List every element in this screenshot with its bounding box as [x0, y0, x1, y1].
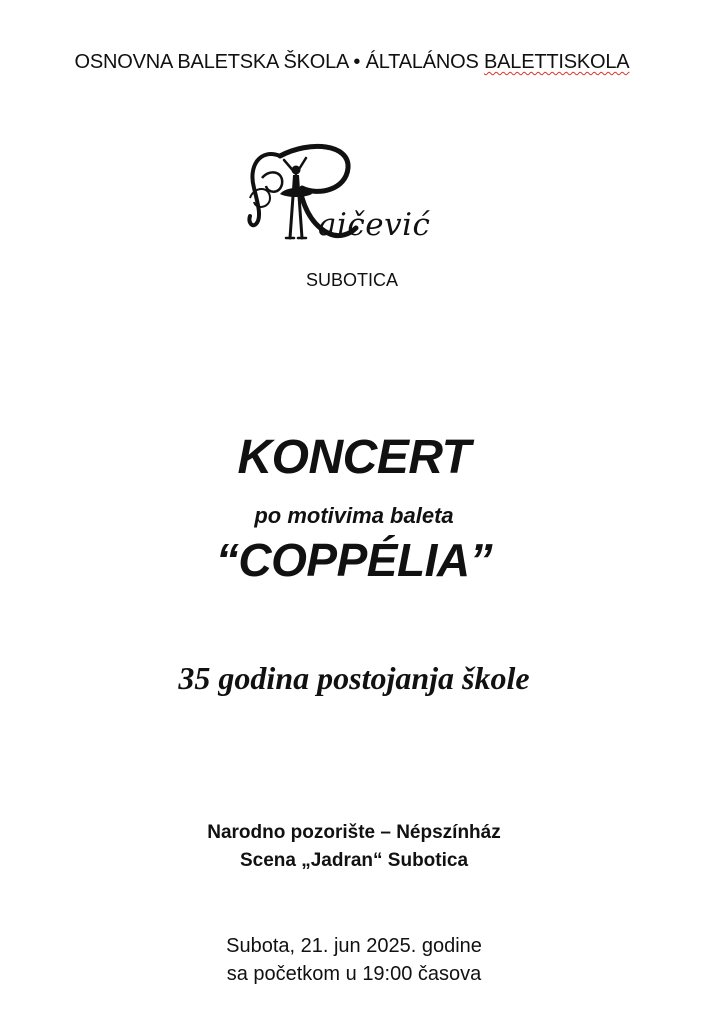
- anniversary-line: 35 godina postojanja škole: [178, 660, 530, 696]
- logo-wordmark: aičević: [318, 207, 431, 243]
- ballerina-legs: [290, 196, 302, 238]
- school-name-hungarian-word: BALETTISKOLA: [484, 51, 630, 73]
- concert-title: KONCERT: [237, 431, 471, 484]
- ballet-name: “COPPÉLIA”: [215, 534, 493, 586]
- ballerina-body: [292, 175, 300, 190]
- concert-subtitle: po motivima baleta: [254, 503, 454, 528]
- logo-swirl-2: [250, 189, 270, 207]
- school-name-serbian: OSNOVNA BALETSKA ŠKOLA: [74, 51, 349, 73]
- city-label: SUBOTICA: [305, 270, 398, 290]
- event-date: Subota, 21. jun 2025. godine: [226, 935, 482, 957]
- event-time: sa početkom u 19:00 časova: [226, 963, 482, 985]
- school-header: [0, 51, 704, 74]
- school-name-hungarian-prefix: ÁLTALÁNOS: [365, 51, 479, 73]
- venue-stage: Scena „Jadran“ Subotica: [239, 850, 469, 871]
- venue-theatre: Narodno pozorište – Népszínház: [207, 822, 501, 843]
- header-separator: •: [353, 51, 361, 73]
